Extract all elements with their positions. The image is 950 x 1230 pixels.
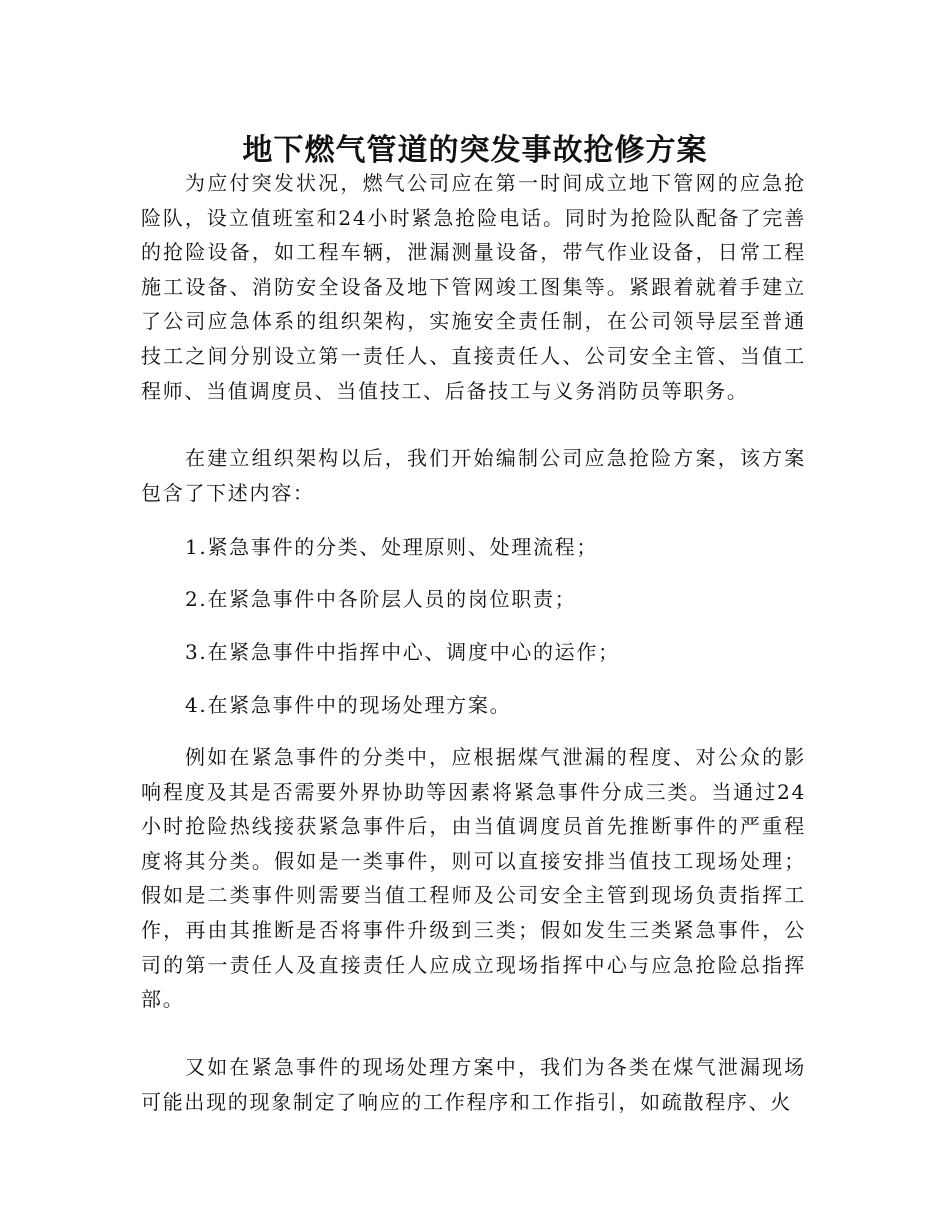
list-item: 4.在紧急事件中的现场处理方案。 <box>185 693 512 717</box>
document-title: 地下燃气管道的突发事故抢修方案 <box>242 133 708 169</box>
list-item: 3.在紧急事件中指挥中心、调度中心的运作； <box>185 640 620 664</box>
plan-paragraph: 在建立组织架构以后，我们开始编制公司应急抢险方案，该方案包含了下述内容： <box>141 446 806 505</box>
onsite-paragraph: 又如在紧急事件的现场处理方案中，我们为各类在煤气泄漏现场可能出现的现象制定了响应的工作程序和工作指引，如疏散程序、火 <box>141 1055 806 1114</box>
list-item: 1.紧急事件的分类、处理原则、处理流程； <box>185 535 599 559</box>
intro-paragraph: 为应付突发状况，燃气公司应在第一时间成立地下管网的应急抢险队，设立值班室和24小时紧急抢险电话。同时为抢险队配备了完善的抢险设备，如工程车辆，泄漏测量设备，带气作业设备，日常工程施工设备、消防安全设备及地下管网竣工图集等。紧跟着就着手建立了公司应急体系的组织架构，实施安全责任制，在公司领导层至普通技工之间分别设立第一责任人、直接责任人、公司安全主管、当值工程师、当值调度员、当值技工、后备技工与义务消防员等职务。 <box>141 171 806 403</box>
classification-paragraph: 例如在紧急事件的分类中，应根据煤气泄漏的程度、对公众的影响程度及其是否需要外界协助等因素将紧急事件分成三类。当通过24小时抢险热线接获紧急事件后，由当值调度员首先推断事件的严重程度将其分类。假如是一类事件，则可以直接安排当值技工现场处理；假如是二类事件则需要当值工程师及公司安全主管到现场负责指挥工作，再由其推断是否将事件升级到三类；假如发生三类紧急事件，公司的第一责任人及直接责任人应成立现场指挥中心与应急抢险总指挥部。 <box>141 745 806 1012</box>
list-item: 2.在紧急事件中各阶层人员的岗位职责； <box>185 587 577 611</box>
